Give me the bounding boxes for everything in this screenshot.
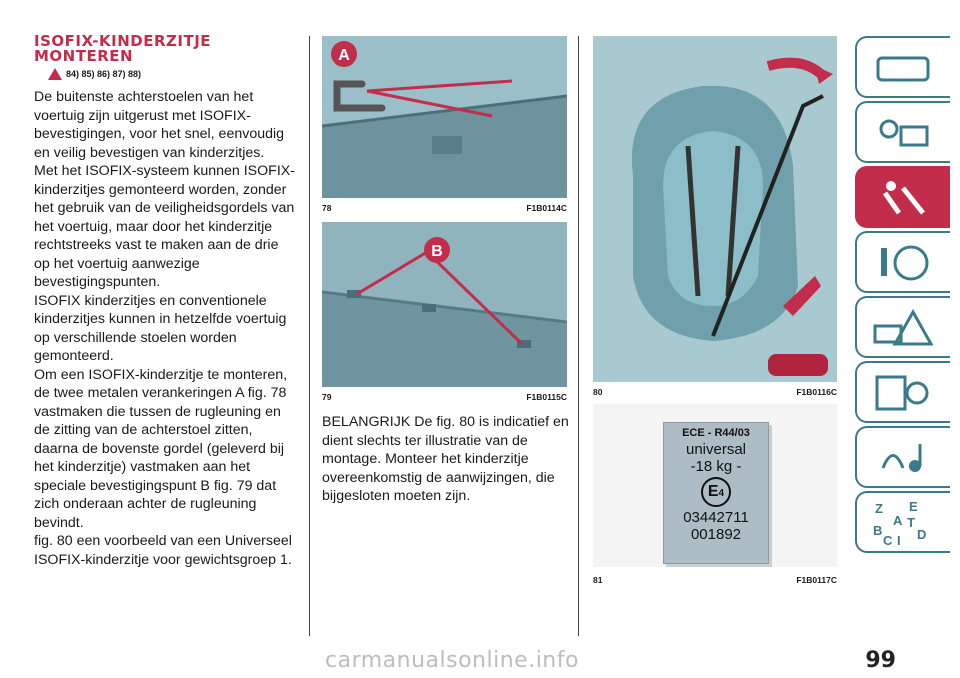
- sidebar-tab-maintenance[interactable]: [855, 361, 950, 423]
- seat-anchor-illustration: [322, 36, 567, 198]
- label-weight: -18 kg -: [690, 458, 742, 475]
- rear-seat-illustration: [322, 222, 567, 387]
- paragraph: BELANGRIJK De fig. 80 is indicatief en dient slechts ter illustratie van de montage. Monteer het kinderzitje overeenkomstig de aanwijzingen, die bijgesloten moeten zijn.: [322, 414, 569, 504]
- section-title-line1: ISOFIX-KINDERZITJE: [34, 32, 212, 50]
- sidebar-tab-steering[interactable]: [855, 231, 950, 293]
- index-icon: [873, 501, 933, 547]
- figure-79-caption: [322, 392, 567, 402]
- index-letter: I: [897, 533, 901, 548]
- child-seat-illustration: [593, 36, 837, 382]
- body-text: [34, 88, 296, 569]
- figure-79-image: [322, 222, 567, 387]
- column-divider: [309, 36, 310, 636]
- warning-references: [48, 68, 141, 80]
- safety-airbag-icon: [873, 178, 933, 218]
- figure-number: 81: [593, 575, 603, 585]
- paragraph: Met het ISOFIX-systeem kunnen ISOFIX-kinderzitjes gemonteerd worden, zonder het gebruik van de veiligheidsgordels van het voertuig, maar door het kinderzitje rechtstreeks vast te maken aan de drie op het voertuig aanwezige bevestigingspunten.: [34, 163, 295, 290]
- approval-label: [663, 422, 769, 564]
- label-universal: universal: [685, 441, 747, 458]
- column-divider: [578, 36, 579, 636]
- car-dashboard-icon: [873, 48, 933, 88]
- figure-81-image: [593, 404, 837, 567]
- index-letter: B: [873, 523, 883, 538]
- sidebar-tab-dashboard[interactable]: [855, 36, 950, 98]
- index-letter: A: [893, 513, 903, 528]
- steering-icon: [873, 243, 933, 283]
- paragraph: ISOFIX kinderzitjes en conventionele kinderzitjes kunnen in hetzelfde voertuig op verschillende stoelen worden gemonteerd.: [34, 292, 287, 364]
- label-approval-number: 03442711: [683, 509, 749, 526]
- paragraph: Om een ISOFIX-kinderzitje te monteren, de twee metalen verankeringen A fig. 78 vastmaken die tussen de rugleuning en de zitting van de achterstoel zitten, daarna de bovenste gordel (geleverd bij het kinderzitje) vastmaken aan het speciale bevestigingspunt B fig. 79 dat zich onderaan achter de rugleuning bevindt.: [34, 366, 288, 531]
- index-letter: E: [909, 499, 918, 514]
- index-letter: Z: [875, 501, 883, 516]
- section-title: [34, 34, 294, 64]
- figure-78-image: [322, 36, 567, 198]
- section-title-line2: MONTEREN: [34, 47, 134, 65]
- paragraph: fig. 80 een voorbeeld van een Universeel ISOFIX-kinderzitje voor gewichtsgroep 1.: [34, 533, 292, 568]
- index-letter: C: [883, 533, 893, 548]
- figure-78-caption: [322, 203, 567, 213]
- figure-80-caption: [593, 387, 837, 397]
- lights-icon: [873, 113, 933, 153]
- paragraph: De buitenste achterstoelen van het voertuig zijn uitgerust met ISOFIX-bevestigingen, voor het snel, eenvoudig en veilig bevestigen van kinderzitjes.: [34, 89, 285, 161]
- multimedia-icon: [873, 438, 933, 478]
- sidebar-tab-lights[interactable]: [855, 101, 950, 163]
- marker-b: B: [431, 243, 443, 260]
- sidebar-tab-emergency[interactable]: [855, 296, 950, 358]
- page-number: 99: [865, 648, 896, 673]
- warning-triangle-icon: [48, 68, 62, 80]
- figure-80-image: [593, 36, 837, 382]
- figure-number: 80: [593, 387, 603, 397]
- figure-81-caption: [593, 575, 837, 585]
- figure-code: F1B0114C: [526, 203, 567, 213]
- figure-number: 78: [322, 203, 332, 213]
- label-standard: ECE - R44/03: [682, 427, 750, 439]
- note-text: [322, 413, 572, 506]
- warning-refs-text: 84) 85) 86) 87) 88): [66, 69, 142, 79]
- sidebar-tab-index[interactable]: [855, 491, 950, 553]
- e-mark-number: 4: [718, 488, 725, 499]
- marker-a: A: [338, 47, 350, 64]
- e-mark-letter: E: [707, 483, 719, 500]
- index-letter: D: [917, 527, 927, 542]
- sidebar-tab-multimedia[interactable]: [855, 426, 950, 488]
- emergency-icon: [873, 308, 933, 348]
- figure-code: F1B0116C: [796, 387, 837, 397]
- maintenance-icon: [873, 373, 933, 413]
- sidebar-tab-safety[interactable]: [855, 166, 950, 228]
- figure-code: F1B0115C: [526, 392, 567, 402]
- figure-number: 79: [322, 392, 332, 402]
- e-mark-icon: [701, 477, 731, 507]
- figure-code: F1B0117C: [796, 575, 837, 585]
- watermark: carmanualsonline.info: [325, 648, 579, 673]
- label-serial: 001892: [690, 526, 742, 543]
- index-letter: T: [907, 515, 915, 530]
